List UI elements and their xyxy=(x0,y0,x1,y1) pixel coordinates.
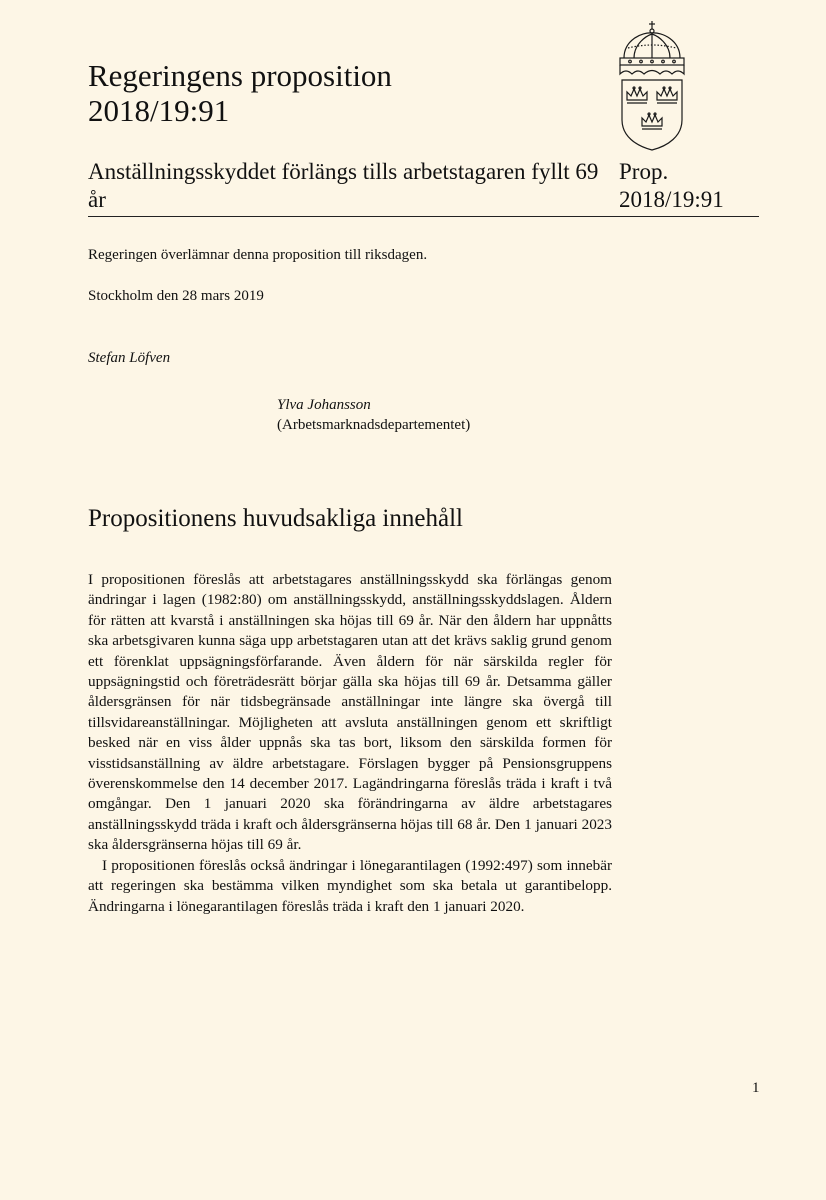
minister-signature: Ylva Johansson xyxy=(277,397,371,413)
ministry-name: (Arbetsmarknadsdepartementet) xyxy=(277,417,471,433)
proposition-reference-number: 2018/19:91 xyxy=(619,187,724,212)
document-title-line-1: Regeringens proposition xyxy=(88,58,392,93)
page-number: 1 xyxy=(752,1080,760,1096)
summary-paragraph-2: I propositionen föreslås också ändringar i lönegarantilagen (1992:497) som innebär att regeringen ska bestämma vilken myndighet som ska betala ut garantibelopp. Ändringarna i lönegarantilagen föreslås träda i kraft den 1 januari 2020. xyxy=(88,856,612,915)
proposition-reference xyxy=(619,158,724,214)
section-heading: Propositionens huvudsakliga innehåll xyxy=(88,505,463,532)
intro-statement: Regeringen överlämnar denna proposition till riksdagen. xyxy=(88,247,428,263)
place-and-date: Stockholm den 28 mars 2019 xyxy=(88,288,264,304)
proposition-subject: Anställningsskyddet förlängs tills arbetstagaren fyllt 69 år xyxy=(88,159,599,212)
summary-paragraph-1: I propositionen föreslås att arbetstagares anställningsskydd ska förlängas genom ändringar i lagen (1982:80) om anställningsskydd, anställningsskyddslagen. Åldern för rätten att kvarstå i anställningen ska höjas till 69 år. När den åldern har uppnåtts ska arbetsgivaren kunna säga upp arbetstagaren utan att det krävs saklig grund genom ett förenklat uppsägningsförfarande. Även åldern för när särskilda regler för uppsägningstid och företrädesrätt börjar gälla ska höjas till 69 år. Detsamma gäller åldersgränsen för när tidsbegränsade anställningar inte längre ska övergå till tillsvidareanställningar. Möjligheten att avsluta anställningen genom ett skriftligt besked när en viss ålder uppnås ska tas bort, liksom den särskilda formen för visstidsanställning av äldre arbetstagare. Förslagen bygger på Pensionsgruppens överenskommelse den 14 december 2017. Lagändringarna föreslås träda i kraft i två omgångar. Den 1 januari 2020 ska förändringarna av äldre arbetstagares anställningsskydd träda i kraft och åldersgränserna höjas till 68 år. Den 1 januari 2023 ska åldersgränserna höjas till 69 år. xyxy=(88,571,612,854)
coat-of-arms-icon xyxy=(612,20,692,152)
header-divider xyxy=(88,216,759,217)
prime-minister-signature: Stefan Löfven xyxy=(88,350,171,366)
document-title xyxy=(88,58,392,128)
summary-body xyxy=(88,570,612,917)
document-title-line-2: 2018/19:91 xyxy=(88,93,230,128)
proposition-reference-label: Prop. xyxy=(619,159,669,184)
